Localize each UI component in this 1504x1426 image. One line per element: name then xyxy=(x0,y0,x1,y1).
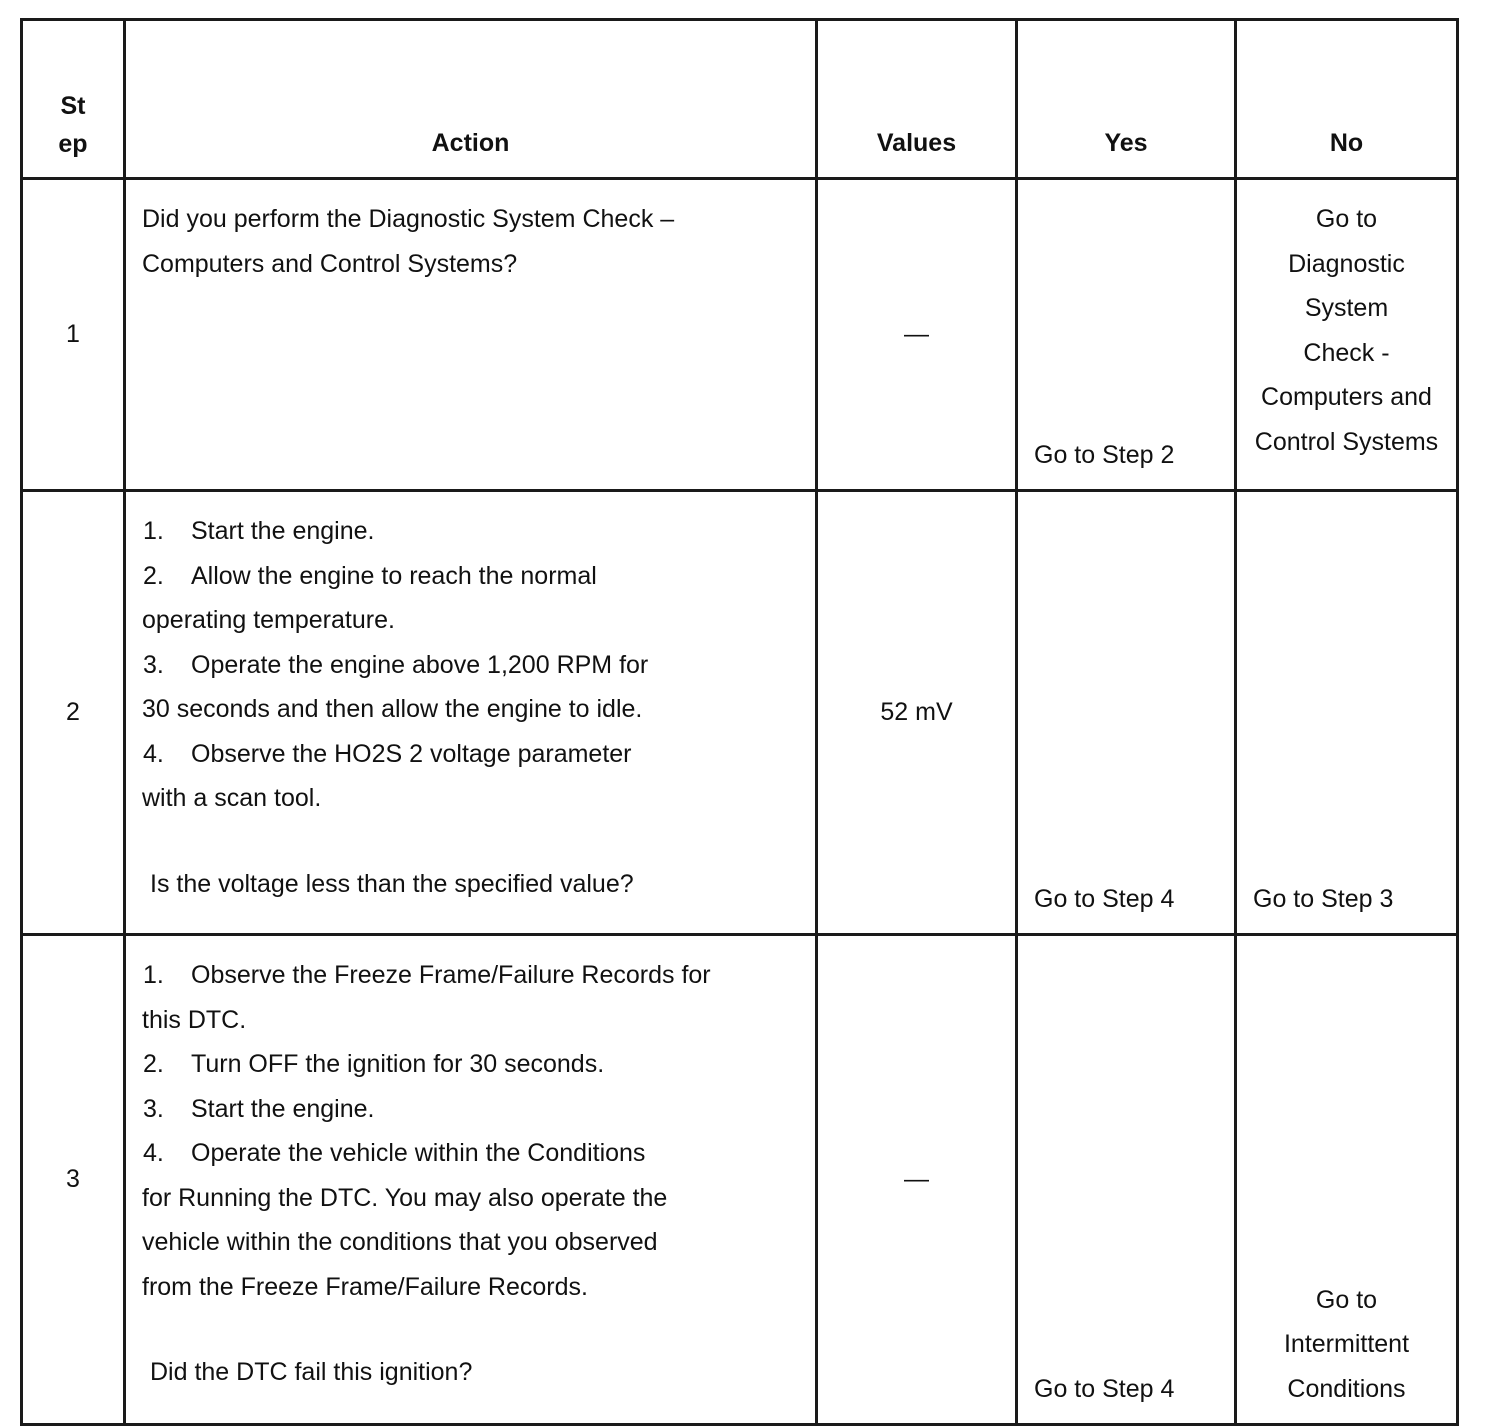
item-text: 30 seconds and then allow the engine to idle. xyxy=(142,695,643,723)
action-item xyxy=(142,643,803,688)
header-yes: Yes xyxy=(1017,20,1236,179)
item-text: Allow the engine to reach the normal xyxy=(191,561,597,590)
value-cell: 52 mV xyxy=(817,491,1017,935)
no-cell xyxy=(1236,179,1458,491)
item-number: 1. xyxy=(143,961,164,989)
header-step xyxy=(22,20,125,179)
item-text: operating temperature. xyxy=(142,606,395,634)
yes-cell: Go to Step 2 xyxy=(1017,179,1236,491)
no-cell xyxy=(1236,935,1458,1425)
action-item xyxy=(142,598,803,643)
table-row xyxy=(22,935,1458,1425)
item-text: Observe the Freeze Frame/Failure Records for xyxy=(191,961,711,989)
action-line: Did you perform the Diagnostic System Check – xyxy=(142,205,675,233)
item-number: 2. xyxy=(143,561,164,590)
action-item xyxy=(142,732,803,777)
item-text: this DTC. xyxy=(142,1005,247,1034)
action-item xyxy=(142,1087,803,1132)
header-step-line2: ep xyxy=(58,130,88,158)
action-item xyxy=(142,1042,803,1087)
item-number: 4. xyxy=(143,739,164,768)
item-number: 3. xyxy=(143,1094,164,1123)
item-text: Turn OFF the ignition for 30 seconds. xyxy=(191,1050,605,1078)
item-text: Operate the engine above 1,200 RPM for xyxy=(191,650,649,679)
table-row xyxy=(22,491,1458,935)
item-number: 2. xyxy=(143,1050,164,1078)
step-number: 3 xyxy=(22,935,125,1425)
value-cell: — xyxy=(817,179,1017,491)
item-text: from the Freeze Frame/Failure Records. xyxy=(142,1272,588,1301)
item-text: with a scan tool. xyxy=(142,784,322,812)
no-line: Conditions xyxy=(1287,1374,1406,1403)
action-line: Computers and Control Systems? xyxy=(142,249,518,278)
no-line: Control Systems xyxy=(1254,427,1439,456)
item-text: Operate the vehicle within the Conditions xyxy=(191,1139,646,1167)
action-item xyxy=(142,776,803,821)
diagnostic-table xyxy=(20,18,1459,1426)
action-item xyxy=(142,1265,803,1310)
table-row xyxy=(22,179,1458,491)
header-step-line1: St xyxy=(60,92,86,120)
yes-cell: Go to Step 4 xyxy=(1017,935,1236,1425)
action-cell xyxy=(125,179,817,491)
no-line: Computers and xyxy=(1261,383,1432,411)
step-number: 2 xyxy=(22,491,125,935)
action-item xyxy=(142,998,803,1043)
item-text: vehicle within the conditions that you observed xyxy=(142,1228,658,1256)
action-item xyxy=(142,1131,803,1176)
no-line: Go to xyxy=(1315,1285,1378,1314)
item-text: Start the engine. xyxy=(191,517,375,545)
item-number: 4. xyxy=(143,1139,164,1167)
action-item xyxy=(142,1176,803,1221)
no-line: Check - xyxy=(1303,338,1390,367)
step-number: 1 xyxy=(22,179,125,491)
item-number: 1. xyxy=(143,517,164,545)
header-action: Action xyxy=(125,20,817,179)
no-line: Go to xyxy=(1315,205,1378,233)
item-number: 3. xyxy=(143,650,164,679)
item-text: for Running the DTC. You may also operate the xyxy=(142,1183,668,1212)
item-text: Observe the HO2S 2 voltage parameter xyxy=(191,739,632,768)
action-item xyxy=(142,554,803,599)
no-line: Intermittent xyxy=(1283,1330,1410,1358)
item-text: Start the engine. xyxy=(191,1094,375,1123)
action-cell xyxy=(125,935,817,1425)
action-question: Is the voltage less than the specified value? xyxy=(150,869,634,898)
action-cell xyxy=(125,491,817,935)
header-no: No xyxy=(1236,20,1458,179)
header-values: Values xyxy=(817,20,1017,179)
no-cell: Go to Step 3 xyxy=(1236,491,1458,935)
yes-cell: Go to Step 4 xyxy=(1017,491,1236,935)
action-item xyxy=(142,687,803,732)
header-row xyxy=(22,20,1458,179)
no-line: Diagnostic xyxy=(1288,249,1405,278)
value-cell: — xyxy=(817,935,1017,1425)
action-question: Did the DTC fail this ignition? xyxy=(150,1358,473,1386)
action-item xyxy=(142,953,803,998)
no-line: System xyxy=(1304,294,1389,322)
action-item xyxy=(142,1220,803,1265)
action-item xyxy=(142,509,803,554)
